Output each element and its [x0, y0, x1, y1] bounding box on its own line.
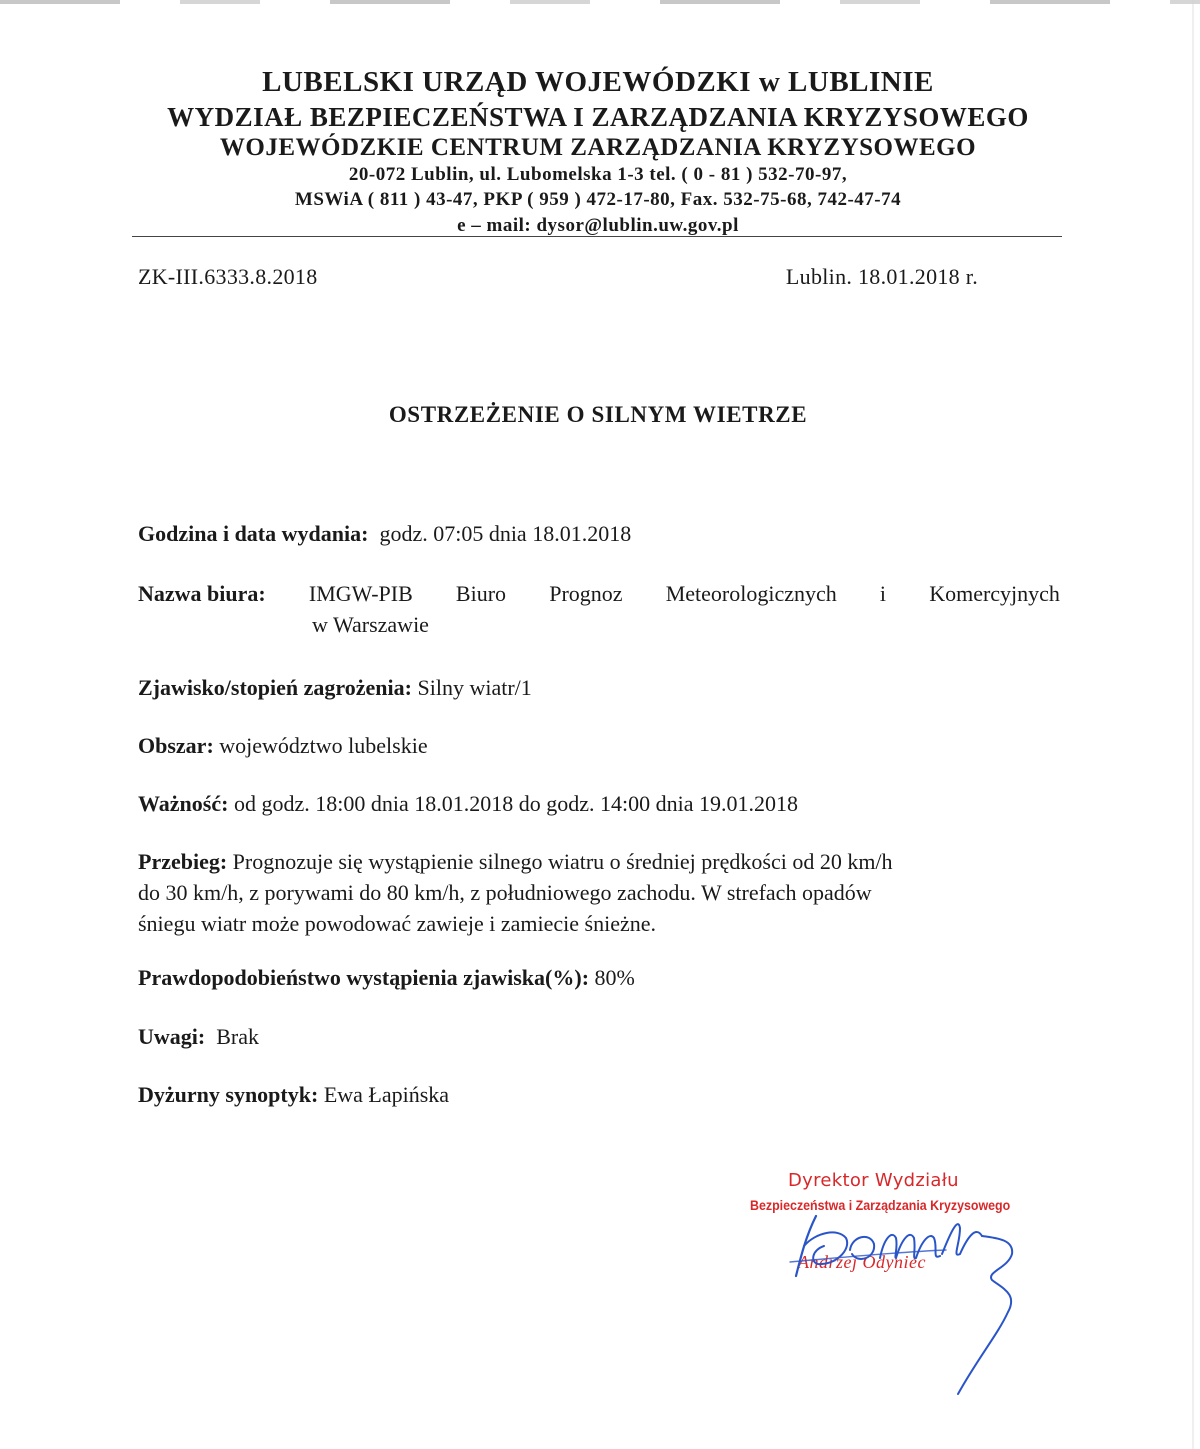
field-value-line: śniegu wiatr może powodować zawieje i zamiecie śnieżne. — [138, 911, 656, 936]
field-value-line: do 30 km/h, z porywami do 80 km/h, z południowego zachodu. W strefach opadów — [138, 880, 872, 905]
stamp-title: Dyrektor Wydziału — [788, 1170, 959, 1191]
reference-number: ZK-III.6333.8.2018 — [138, 264, 318, 289]
field-value: województwo lubelskie — [219, 733, 428, 758]
field-course — [138, 846, 1068, 939]
field-validity — [138, 788, 798, 819]
bureau-word: Komercyjnych — [929, 581, 1060, 606]
letterhead-organization: LUBELSKI URZĄD WOJEWÓDZKI w LUBLINIE — [262, 66, 934, 98]
field-value-continued: w Warszawie — [312, 612, 429, 637]
field-value: od godz. 18:00 dnia 18.01.2018 do godz. 14:00 dnia 19.01.2018 — [233, 791, 798, 816]
handwritten-signature — [746, 1166, 1036, 1426]
field-label: Obszar: — [138, 733, 214, 758]
director-stamp — [746, 1166, 1036, 1426]
letterhead-department: WYDZIAŁ BEZPIECZEŃSTWA I ZARZĄDZANIA KRYZYSOWEGO — [167, 102, 1029, 132]
stamp-subtitle: Bezpieczeństwa i Zarządzania Kryzysowego — [750, 1198, 1011, 1213]
field-label: Zjawisko/stopień zagrożenia: — [138, 675, 412, 700]
field-label: Dyżurny synoptyk: — [138, 1082, 319, 1107]
field-notes — [138, 1021, 259, 1052]
bureau-word: IMGW-PIB — [308, 581, 413, 606]
bureau-word: Biuro — [455, 581, 507, 606]
letterhead-address: 20-072 Lublin, ul. Lubomelska 1-3 tel. ( 0 - 81 ) 532-70-97, — [348, 164, 848, 185]
field-value: Silny wiatr/1 — [417, 675, 532, 700]
field-label: Godzina i data wydania: — [138, 521, 369, 546]
bureau-word: i — [879, 581, 887, 606]
bureau-word: Prognoz — [549, 581, 623, 606]
field-value-line: Prognozuje się wystąpienie silnego wiatru o średniej prędkości od 20 km/h — [232, 849, 893, 874]
stamp-name: Andrzej Odyniec — [798, 1252, 926, 1272]
field-value: Brak — [216, 1024, 259, 1049]
field-value: 80% — [594, 965, 635, 990]
letterhead-email: e – mail: dysor@lublin.uw.gov.pl — [457, 215, 739, 236]
field-bureau — [138, 578, 1060, 640]
field-label: Nazwa biura: — [138, 581, 266, 606]
field-label: Ważność: — [138, 791, 229, 816]
field-area — [138, 730, 428, 761]
bureau-word: Meteorologicznych — [665, 581, 837, 606]
field-phenomenon — [138, 672, 532, 703]
field-label: Prawdopodobieństwo wystąpienia zjawiska(%): — [138, 965, 590, 990]
field-value: godz. 07:05 dnia 18.01.2018 — [379, 521, 632, 546]
scan-edge-top — [0, 0, 1200, 4]
field-probability — [138, 962, 635, 993]
letterhead-center: WOJEWÓDZKIE CENTRUM ZARZĄDZANIA KRYZYSOWEGO — [219, 134, 977, 161]
place-date: Lublin. 18.01.2018 r. — [785, 264, 978, 289]
field-issued — [138, 518, 631, 549]
field-synoptic — [138, 1079, 449, 1110]
letterhead-divider — [132, 236, 1062, 237]
field-label: Przebieg: — [138, 849, 228, 874]
document-title: OSTRZEŻENIE O SILNYM WIETRZE — [388, 402, 808, 427]
field-label: Uwagi: — [138, 1024, 206, 1049]
letterhead-phones: MSWiA ( 811 ) 43-47, PKP ( 959 ) 472-17-80, Fax. 532-75-68, 742-47-74 — [294, 189, 902, 210]
field-value: Ewa Łapińska — [323, 1082, 450, 1107]
